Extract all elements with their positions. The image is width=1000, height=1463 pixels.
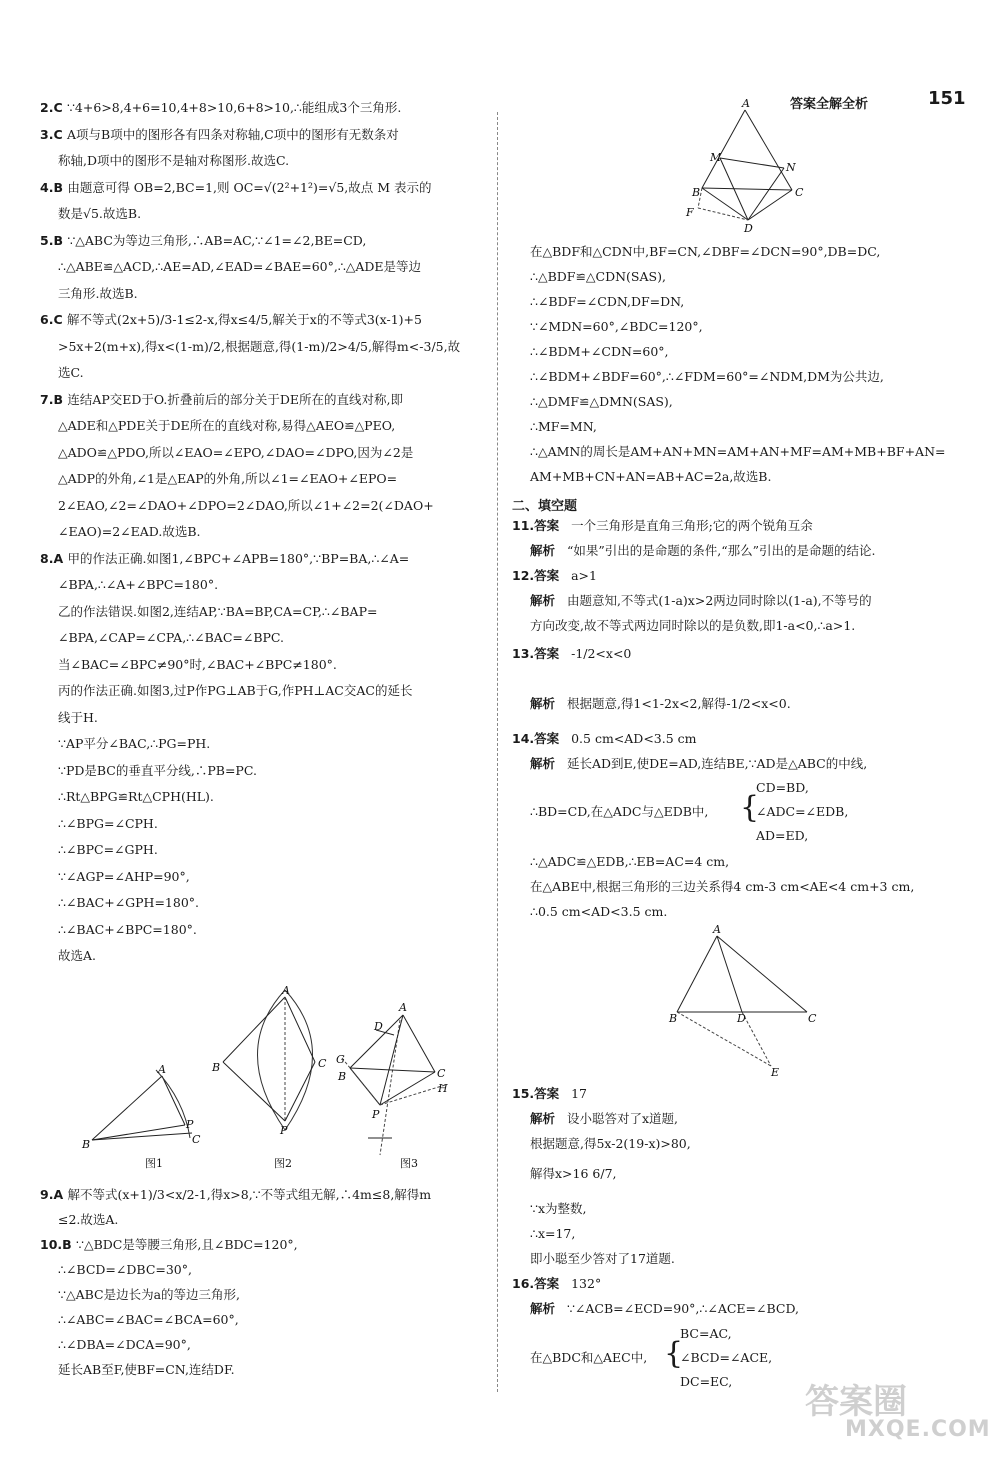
svg-text:D: D bbox=[374, 1020, 383, 1033]
text-line bbox=[40, 1212, 118, 1228]
text-line bbox=[40, 1262, 192, 1278]
brace: { bbox=[740, 790, 760, 825]
text-line bbox=[40, 471, 397, 487]
text-line bbox=[40, 657, 337, 673]
text-line bbox=[40, 763, 257, 779]
line-text: AM+MB+CN+AN=AB+AC=2a,故选B. bbox=[530, 469, 772, 484]
question-number: 10.B bbox=[40, 1237, 77, 1252]
q15-line-3: 解得x>16 6/7, bbox=[530, 1166, 617, 1181]
question-number: 5.B bbox=[40, 232, 68, 248]
line-text: ∠BPA,∠CAP=∠CPA,∴∠BAC=∠BPC. bbox=[58, 630, 285, 645]
q14-b2: ∠ADC=∠EDB, bbox=[756, 804, 849, 819]
text-line bbox=[40, 1337, 191, 1353]
line-text: A项与B项中的图形各有四条对称轴,C项中的图形有无数条对 bbox=[66, 126, 399, 142]
svg-text:C: C bbox=[318, 1057, 327, 1070]
line-text: △ADO≌△PDO,所以∠EAO=∠EPO,∠DAO=∠DPO,因为∠2是 bbox=[58, 444, 414, 460]
q14-analysis: 解析 延长AD到E,使DE=AD,连结BE,∵AD是△ABC的中线, bbox=[530, 756, 868, 771]
text-line bbox=[40, 630, 284, 646]
figure-q10 bbox=[680, 98, 810, 238]
q14-line-3: ∴△ADC≌△EDB,∴EB=AC=4 cm, bbox=[530, 854, 730, 869]
line-text: ∠BPA,∴∠A+∠BPC=180°. bbox=[58, 577, 219, 592]
text-line bbox=[40, 392, 403, 408]
line-text: ∴MF=MN, bbox=[530, 419, 597, 434]
text-line bbox=[512, 469, 771, 485]
svg-text:B: B bbox=[338, 1070, 347, 1083]
q15-line-4: ∵x为整数, bbox=[530, 1201, 587, 1216]
svg-text:A: A bbox=[158, 1063, 166, 1076]
text-line bbox=[40, 206, 141, 222]
line-text: ∴∠ABC=∠BAC=∠BCA=60°, bbox=[58, 1312, 239, 1327]
line-text: ∴∠BPC=∠GPH. bbox=[58, 842, 158, 857]
q14-line-4: 在△ABE中,根据三角形的三边关系得4 cm-3 cm<AE<4 cm+3 cm, bbox=[530, 879, 915, 894]
fig1-caption: 图1 bbox=[145, 1157, 163, 1170]
svg-text:B: B bbox=[692, 186, 701, 199]
line-text: 丙的作法正确.如图3,过P作PG⊥AB于G,作PH⊥AC交AC的延长 bbox=[58, 683, 413, 698]
svg-text:N: N bbox=[786, 161, 796, 174]
svg-text:H: H bbox=[438, 1082, 448, 1095]
text-line bbox=[40, 100, 401, 116]
svg-text:C: C bbox=[795, 186, 804, 199]
text-line bbox=[40, 948, 96, 964]
line-text: ∵△ABC是边长为a的等边三角形, bbox=[58, 1287, 241, 1302]
text-line bbox=[40, 1362, 235, 1378]
q15-answer: 15.答案 17 bbox=[512, 1086, 587, 1101]
line-text: ∴∠BAC+∠BPC=180°. bbox=[58, 921, 197, 937]
text-line bbox=[512, 244, 880, 260]
line-text: ∴△BDF≌△CDN(SAS), bbox=[530, 269, 666, 284]
text-line bbox=[40, 869, 190, 885]
line-text: 选C. bbox=[58, 365, 84, 380]
line-text: ∴△ABE≌△ACD,∴AE=AD,∠EAD=∠BAE=60°,∴△ADE是等边 bbox=[58, 259, 422, 274]
svg-text:P: P bbox=[280, 1124, 288, 1137]
q16-line-2: 在△BDC和△AEC中, bbox=[530, 1350, 648, 1365]
text-line bbox=[40, 312, 422, 328]
text-line bbox=[40, 736, 210, 752]
svg-text:M: M bbox=[710, 151, 722, 164]
line-text: ∵∠AGP=∠AHP=90°, bbox=[58, 868, 190, 884]
text-line bbox=[40, 286, 138, 302]
text-line bbox=[40, 339, 460, 355]
fig3-caption: 图3 bbox=[400, 1157, 418, 1170]
question-number: 4.B bbox=[40, 179, 68, 195]
q12-analysis-2: 方向改变,故不等式两边同时除以的是负数,即1-a<0,∴a>1. bbox=[530, 618, 856, 633]
text-line bbox=[40, 1237, 298, 1253]
line-text: △ADP的外角,∠1是△EAP的外角,所以∠1=∠EAO+∠EPO= bbox=[58, 471, 398, 486]
svg-text:B: B bbox=[669, 1012, 678, 1025]
line-text: ∴∠BCD=∠DBC=30°, bbox=[58, 1262, 192, 1277]
q16-b2: ∠BCD=∠ACE, bbox=[680, 1350, 773, 1365]
question-number: 9.A bbox=[40, 1187, 68, 1202]
q14-b3: AD=ED, bbox=[756, 828, 809, 843]
svg-text:C: C bbox=[192, 1133, 201, 1146]
text-line bbox=[512, 394, 673, 410]
figure-2 bbox=[211, 984, 327, 1170]
line-text: ∵AP平分∠BAC,∴PG=PH. bbox=[58, 736, 211, 751]
line-text: ∴△AMN的周长是AM+AN+MN=AM+AN+MF=AM+MB+BF+AN= bbox=[530, 444, 946, 459]
q12-answer: 12.答案 a>1 bbox=[512, 568, 597, 583]
line-text: 乙的作法错误.如图2,连结AP,∵BA=BP,CA=CP,∴∠BAP= bbox=[58, 603, 378, 619]
text-line bbox=[512, 369, 884, 385]
svg-text:P: P bbox=[372, 1108, 380, 1121]
text-line bbox=[40, 789, 214, 805]
svg-text:A: A bbox=[399, 1001, 407, 1014]
line-text: 解不等式(2x+5)/3-1≤2-x,得x≤4/5,解关于x的不等式3(x-1)+5 bbox=[66, 312, 422, 327]
line-text: ∴∠BAC+∠GPH=180°. bbox=[58, 895, 200, 910]
line-text: >5x+2(m+x),得x<(1-m)/2,根据题意,得(1-m)/2>4/5,解得m<-3/5,故 bbox=[58, 338, 461, 354]
text-line bbox=[40, 1187, 431, 1203]
q15-line-2: 根据题意,得5x-2(19-x)>80, bbox=[530, 1136, 691, 1151]
text-line bbox=[40, 445, 413, 461]
text-line bbox=[40, 524, 201, 540]
svg-text:E: E bbox=[771, 1066, 780, 1079]
text-line bbox=[40, 498, 434, 514]
figures-1-2-3 bbox=[80, 980, 480, 1175]
line-text: ∴∠BDM+∠CDN=60°, bbox=[530, 344, 669, 359]
svg-text:C: C bbox=[808, 1012, 817, 1025]
q11-answer: 11.答案 一个三角形是直角三角形;它的两个锐角互余 bbox=[512, 518, 813, 533]
line-text: 解不等式(x+1)/3<x/2-1,得x>8,∵不等式组无解,∴4m≤8,解得m bbox=[67, 1187, 432, 1202]
q12-analysis: 解析 由题意知,不等式(1-a)x>2两边同时除以(1-a),不等号的 bbox=[530, 593, 872, 608]
line-text: 三角形.故选B. bbox=[58, 285, 138, 301]
line-text: ∴∠BDM+∠BDF=60°,∴∠FDM=60°=∠NDM,DM为公共边, bbox=[530, 369, 884, 384]
text-line bbox=[512, 294, 684, 310]
line-text: 连结AP交ED于O.折叠前后的部分关于DE所在的直线对称,即 bbox=[67, 391, 404, 407]
text-line bbox=[40, 551, 409, 567]
text-line bbox=[40, 710, 98, 726]
text-line bbox=[40, 1287, 240, 1303]
text-line bbox=[40, 604, 377, 620]
text-line bbox=[40, 153, 289, 169]
line-text: 2∠EAO,∠2=∠DAO+∠DPO=2∠DAO,所以∠1+∠2=2(∠DAO+ bbox=[58, 497, 434, 513]
page-number: 151 bbox=[928, 88, 966, 109]
text-line bbox=[512, 344, 669, 360]
line-text: ≤2.故选A. bbox=[58, 1212, 119, 1227]
line-text: ∵△ABC为等边三角形,∴AB=AC,∵∠1=∠2,BE=CD, bbox=[67, 232, 367, 248]
text-line bbox=[40, 233, 366, 249]
text-line bbox=[40, 365, 84, 381]
text-line bbox=[40, 127, 399, 143]
line-text: 故选A. bbox=[58, 948, 97, 963]
line-text: 称轴,D项中的图形不是轴对称图形.故选C. bbox=[58, 153, 290, 168]
figure-3 bbox=[336, 1001, 448, 1170]
text-line bbox=[40, 683, 412, 699]
line-text: 在△BDF和△CDN中,BF=CN,∠DBF=∠DCN=90°,DB=DC, bbox=[530, 244, 881, 259]
q14-line-2: ∴BD=CD,在△ADC与△EDB中, bbox=[530, 804, 709, 819]
q16-b3: DC=EC, bbox=[680, 1374, 733, 1389]
svg-text:B: B bbox=[82, 1138, 91, 1151]
line-text: ∴∠DBA=∠DCA=90°, bbox=[58, 1337, 191, 1352]
text-line bbox=[40, 577, 218, 593]
text-line bbox=[40, 259, 421, 275]
q14-line-5: ∴0.5 cm<AD<3.5 cm. bbox=[530, 904, 668, 919]
line-text: 甲的作法正确.如图1,∠BPC+∠APB=180°,∵BP=BA,∴∠A= bbox=[67, 550, 410, 566]
text-line bbox=[512, 444, 946, 460]
column-divider bbox=[497, 112, 498, 1392]
line-text: ∵△BDC是等腰三角形,且∠BDC=120°, bbox=[76, 1237, 298, 1252]
svg-text:C: C bbox=[437, 1067, 446, 1080]
text-line bbox=[512, 419, 597, 435]
q16-b1: BC=AC, bbox=[680, 1326, 732, 1341]
line-text: 线于H. bbox=[58, 709, 98, 725]
line-text: ∵PD是BC的垂直平分线,∴PB=PC. bbox=[58, 762, 257, 778]
line-text: ∴Rt△BPG≌Rt△CPH(HL). bbox=[58, 789, 214, 804]
fig2-caption: 图2 bbox=[274, 1157, 292, 1170]
text-line bbox=[40, 418, 395, 434]
line-text: 延长AB至F,使BF=CN,连结DF. bbox=[58, 1362, 235, 1377]
question-number: 2.C bbox=[40, 100, 67, 115]
text-line bbox=[40, 180, 432, 196]
svg-text:D: D bbox=[744, 222, 753, 235]
question-number: 3.C bbox=[40, 126, 67, 142]
question-number: 6.C bbox=[40, 312, 67, 327]
watermark: 答案圈 MXQE.COM bbox=[805, 1382, 991, 1442]
figure-q14 bbox=[665, 922, 825, 1082]
q11-analysis: 解析 “如果”引出的是命题的条件,“那么”引出的是命题的结论. bbox=[530, 543, 876, 558]
line-text: 当∠BAC=∠BPC≠90°时,∠BAC+∠BPC≠180°. bbox=[58, 656, 337, 672]
svg-text:A: A bbox=[282, 984, 290, 997]
text-line bbox=[40, 842, 158, 858]
line-text: ∴△DMF≌△DMN(SAS), bbox=[530, 394, 673, 409]
line-text: ∴∠BPG=∠CPH. bbox=[58, 815, 158, 831]
line-text: ∴∠BDF=∠CDN,DF=DN, bbox=[530, 294, 685, 309]
text-line bbox=[40, 1312, 239, 1328]
svg-text:D: D bbox=[737, 1012, 746, 1025]
line-text: ∵∠MDN=60°,∠BDC=120°, bbox=[530, 319, 703, 334]
svg-text:B: B bbox=[212, 1061, 221, 1074]
svg-text:F: F bbox=[686, 206, 694, 219]
question-number: 8.A bbox=[40, 550, 68, 566]
svg-text:G: G bbox=[336, 1053, 345, 1066]
line-text: △ADE和△PDE关于DE所在的直线对称,易得△AEO≌△PEO, bbox=[58, 418, 396, 433]
q16-analysis: 解析 ∵∠ACB=∠ECD=90°,∴∠ACE=∠BCD, bbox=[530, 1301, 800, 1316]
svg-text:P: P bbox=[186, 1118, 194, 1131]
header-title: 答案全解全析 bbox=[790, 97, 869, 112]
q14-answer: 14.答案 0.5 cm<AD<3.5 cm bbox=[512, 731, 697, 746]
figure-1 bbox=[81, 1063, 201, 1170]
text-line bbox=[40, 922, 197, 938]
q16-answer: 16.答案 132° bbox=[512, 1276, 602, 1291]
svg-text:A: A bbox=[713, 923, 721, 936]
line-text: 数是√5.故选B. bbox=[58, 206, 142, 221]
q15-line-5: ∴x=17, bbox=[530, 1226, 576, 1241]
text-line bbox=[512, 269, 666, 285]
text-line bbox=[40, 816, 158, 832]
q13-analysis: 解析 根据题意,得1<1-2x<2,解得-1/2<x<0. bbox=[530, 696, 791, 711]
question-number: 7.B bbox=[40, 391, 68, 407]
text-line bbox=[40, 895, 199, 911]
q14-b1: CD=BD, bbox=[756, 780, 809, 795]
section-fill-in: 二、填空题 bbox=[512, 499, 578, 514]
q15-line-6: 即小聪至少答对了17道题. bbox=[530, 1251, 675, 1266]
line-text: ∵4+6>8,4+6=10,4+8>10,6+8>10,∴能组成3个三角形. bbox=[66, 100, 402, 115]
line-text: ∠EAO)=2∠EAD.故选B. bbox=[58, 524, 201, 539]
brace-2: { bbox=[664, 1336, 684, 1371]
text-line bbox=[512, 319, 703, 335]
q13-answer: 13.答案 -1/2<x<0 bbox=[512, 646, 632, 661]
svg-text:A: A bbox=[742, 98, 750, 110]
q15-analysis: 解析 设小聪答对了x道题, bbox=[530, 1111, 678, 1126]
line-text: 由题意可得 OB=2,BC=1,则 OC=√(2²+1²)=√5,故点 M 表示的 bbox=[67, 179, 432, 195]
